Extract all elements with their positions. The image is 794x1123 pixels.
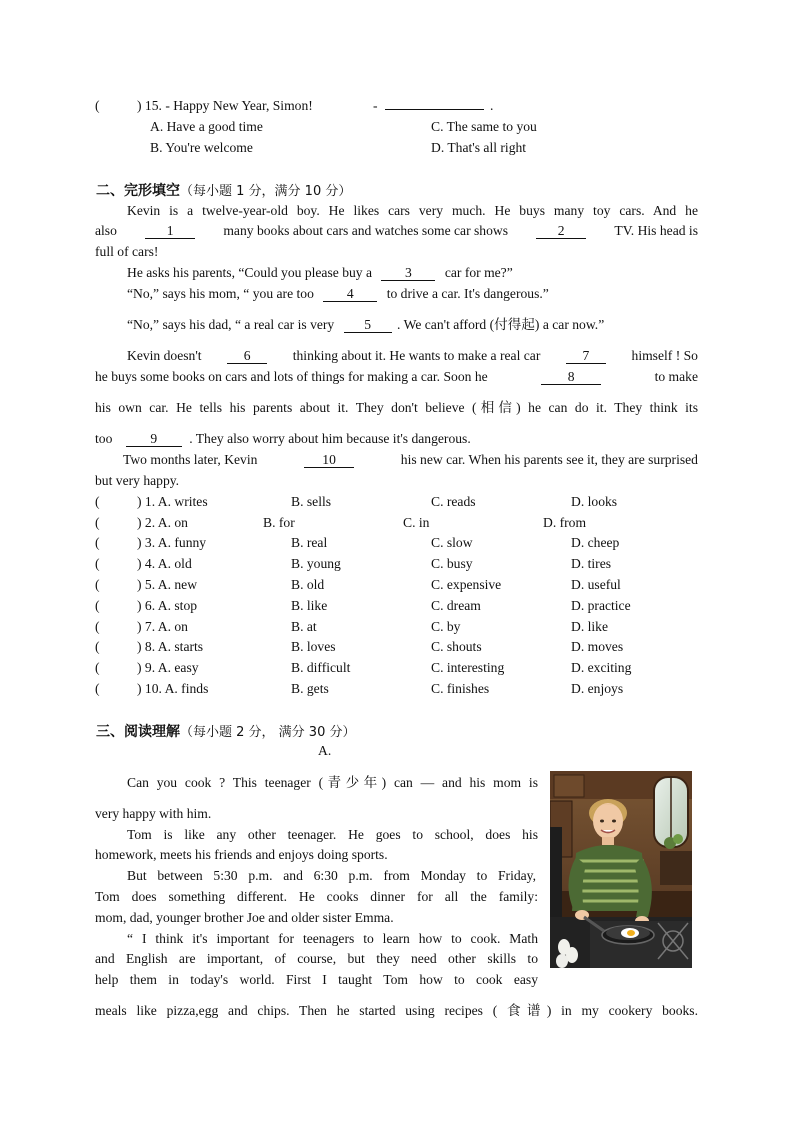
- section-3-heading: [96, 721, 355, 741]
- cloze-line-8: [95, 370, 698, 385]
- option-c: C. shouts: [431, 639, 482, 654]
- cloze-blank-5[interactable]: 5: [344, 318, 392, 333]
- passage-label: A.: [318, 743, 332, 758]
- cloze-text: He asks his parents, “Could you please buy a: [127, 265, 373, 280]
- option-a: ) 6. A. stop: [137, 598, 198, 613]
- option-b: B. difficult: [291, 660, 351, 675]
- answer-paren[interactable]: (: [95, 639, 100, 654]
- option-d: D. looks: [571, 494, 618, 509]
- cloze-text: “No,” says his dad, “ a real car is very: [127, 317, 335, 332]
- section-2-scoring: （每小题 1 分，满分 10 分）: [180, 184, 352, 199]
- reading-line-3: Tom is like any other teenager. He goes to school, does his: [127, 827, 538, 842]
- option-c: C. by: [431, 619, 461, 634]
- cloze-blank-7[interactable]: 7: [566, 349, 606, 364]
- option-b: B. old: [291, 577, 325, 592]
- option-c: C. expensive: [431, 577, 502, 592]
- answer-paren[interactable]: (: [95, 535, 100, 550]
- cloze-text: to drive a car. It's dangerous.”: [386, 286, 549, 301]
- teen-cooking-photo: [550, 771, 692, 968]
- reading-line-2: very happy with him.: [95, 806, 212, 821]
- option-d: D. like: [571, 619, 608, 634]
- answer-paren[interactable]: (: [95, 660, 100, 675]
- cloze-line-4: [127, 266, 513, 281]
- cloze-blank-9[interactable]: 9: [126, 432, 182, 447]
- option-d: D. moves: [571, 639, 624, 654]
- option-b: B. loves: [291, 639, 336, 654]
- cloze-line-1: Kevin is a twelve-year-old boy. He likes cars very much. He buys many toy cars. And he: [127, 203, 698, 218]
- cloze-text: “No,” says his mom, “ you are too: [127, 286, 314, 301]
- cloze-text: himself ! So: [631, 348, 698, 363]
- option-c: C. dream: [431, 598, 481, 613]
- cloze-text: many books about cars and watches some car shows: [223, 223, 508, 238]
- option-a: ) 7. A. on: [137, 619, 188, 634]
- option-c: C. busy: [431, 556, 473, 571]
- section-2-heading: [96, 180, 351, 200]
- cloze-line-6: [127, 318, 604, 333]
- section-3-title: 三、阅读理解: [96, 724, 180, 740]
- option-b: B. at: [291, 619, 317, 634]
- option-d: D. exciting: [571, 660, 632, 675]
- q15-answer-blank[interactable]: [385, 99, 484, 113]
- cloze-line-2: [95, 224, 698, 239]
- cloze-text: too: [95, 431, 113, 446]
- q15-option-b: B. You're welcome: [150, 140, 253, 155]
- cloze-line-5: [127, 287, 549, 302]
- q15-option-d: D. That's all right: [431, 140, 527, 155]
- q15-end: .: [490, 98, 494, 113]
- option-a: ) 1. A. writes: [137, 494, 208, 509]
- cloze-text: . We can't afford (付得起) a car now.”: [397, 317, 605, 332]
- answer-paren[interactable]: (: [95, 577, 100, 592]
- option-c: C. interesting: [431, 660, 505, 675]
- option-a: ) 5. A. new: [137, 577, 198, 592]
- q15-paren-open: (: [95, 98, 100, 113]
- option-d: D. tires: [571, 556, 612, 571]
- option-b: B. sells: [291, 494, 332, 509]
- option-b: B. real: [291, 535, 328, 550]
- cloze-line-7: [127, 349, 698, 364]
- reading-line-9: and English are important, of course, but they need other skills to: [95, 951, 538, 966]
- cloze-line-9: his own car. He tells his parents about it. They don't believe (相信) he can do it. They think its: [95, 400, 698, 415]
- reading-line-1: Can you cook ? This teenager (青少年) can — and his mom is: [127, 775, 538, 790]
- answer-paren[interactable]: (: [95, 619, 100, 634]
- reading-line-4: homework, meets his friends and enjoys doing sports.: [95, 847, 388, 862]
- cloze-blank-10[interactable]: 10: [304, 453, 354, 468]
- cloze-text: car for me?”: [444, 265, 513, 280]
- option-c: C. reads: [431, 494, 476, 509]
- reading-line-7: mom, dad, younger brother Joe and older sister Emma.: [95, 910, 394, 925]
- cloze-line-12: but very happy.: [95, 473, 180, 488]
- reading-line-6: Tom does something different. He cooks dinner for all the family:: [95, 889, 538, 904]
- cloze-blank-3[interactable]: 3: [381, 266, 435, 281]
- cloze-blank-6[interactable]: 6: [227, 349, 267, 364]
- cloze-text: his new car. When his parents see it, they are surprised: [400, 452, 698, 467]
- answer-paren[interactable]: (: [95, 681, 100, 696]
- option-b: B. gets: [291, 681, 329, 696]
- cloze-text: Two months later, Kevin: [123, 452, 258, 467]
- cloze-text: to make: [654, 369, 698, 384]
- option-d: D. enjoys: [571, 681, 624, 696]
- reading-line-8: “ I think it's important for teenagers to learn how to cook. Math: [127, 931, 538, 946]
- cloze-text: also: [95, 223, 117, 238]
- answer-paren[interactable]: (: [95, 556, 100, 571]
- q15-option-c: C. The same to you: [431, 119, 537, 134]
- option-c: C. finishes: [431, 681, 490, 696]
- option-a: ) 4. A. old: [137, 556, 192, 571]
- cloze-text: thinking about it. He wants to make a real car: [292, 348, 541, 363]
- option-a: ) 9. A. easy: [137, 660, 199, 675]
- cloze-text: he buys some books on cars and lots of things for making a car. Soon he: [95, 369, 488, 384]
- cloze-line-10: [95, 432, 471, 447]
- option-a: ) 2. A. on: [137, 515, 188, 530]
- section-2-title: 二、完形填空: [96, 183, 180, 199]
- option-b: B. for: [263, 515, 295, 530]
- cloze-text: . They also worry about him because it's dangerous.: [189, 431, 471, 446]
- cloze-blank-2[interactable]: 2: [536, 224, 586, 239]
- q15-stem: ) 15. - Happy New Year, Simon!: [137, 98, 313, 113]
- q15-option-a: A. Have a good time: [150, 119, 263, 134]
- option-c: C. in: [403, 515, 430, 530]
- cloze-blank-4[interactable]: 4: [323, 287, 377, 302]
- answer-paren[interactable]: (: [95, 598, 100, 613]
- answer-paren[interactable]: (: [95, 494, 100, 509]
- option-d: D. practice: [571, 598, 631, 613]
- teen-cooking-illustration: [550, 771, 692, 968]
- section-3-scoring: （每小题 2 分， 满分 30 分）: [180, 725, 356, 740]
- reading-line-5: But between 5:30 p.m. and 6:30 p.m. from Monday to Friday,: [127, 868, 536, 883]
- option-c: C. slow: [431, 535, 473, 550]
- cloze-blank-8[interactable]: 8: [541, 370, 601, 385]
- answer-paren[interactable]: (: [95, 515, 100, 530]
- reading-line-10: help them in today's world. First I taught Tom how to cook easy: [95, 972, 538, 987]
- cloze-text: Kevin doesn't: [127, 348, 202, 363]
- option-d: D. cheep: [571, 535, 620, 550]
- cloze-line-11: [123, 453, 698, 468]
- option-a: ) 8. A. starts: [137, 639, 204, 654]
- cloze-line-3: full of cars!: [95, 244, 159, 259]
- option-b: B. like: [291, 598, 328, 613]
- option-d: D. useful: [571, 577, 621, 592]
- reading-line-11: meals like pizza,egg and chips. Then he started using recipes ( 食谱) in my cookery books.: [95, 1003, 698, 1018]
- option-a: ) 10. A. finds: [137, 681, 209, 696]
- option-b: B. young: [291, 556, 341, 571]
- option-a: ) 3. A. funny: [137, 535, 207, 550]
- q15-dash: -: [373, 98, 378, 113]
- option-d: D. from: [543, 515, 587, 530]
- cloze-blank-1[interactable]: 1: [145, 224, 195, 239]
- cloze-text: TV. His head is: [614, 223, 698, 238]
